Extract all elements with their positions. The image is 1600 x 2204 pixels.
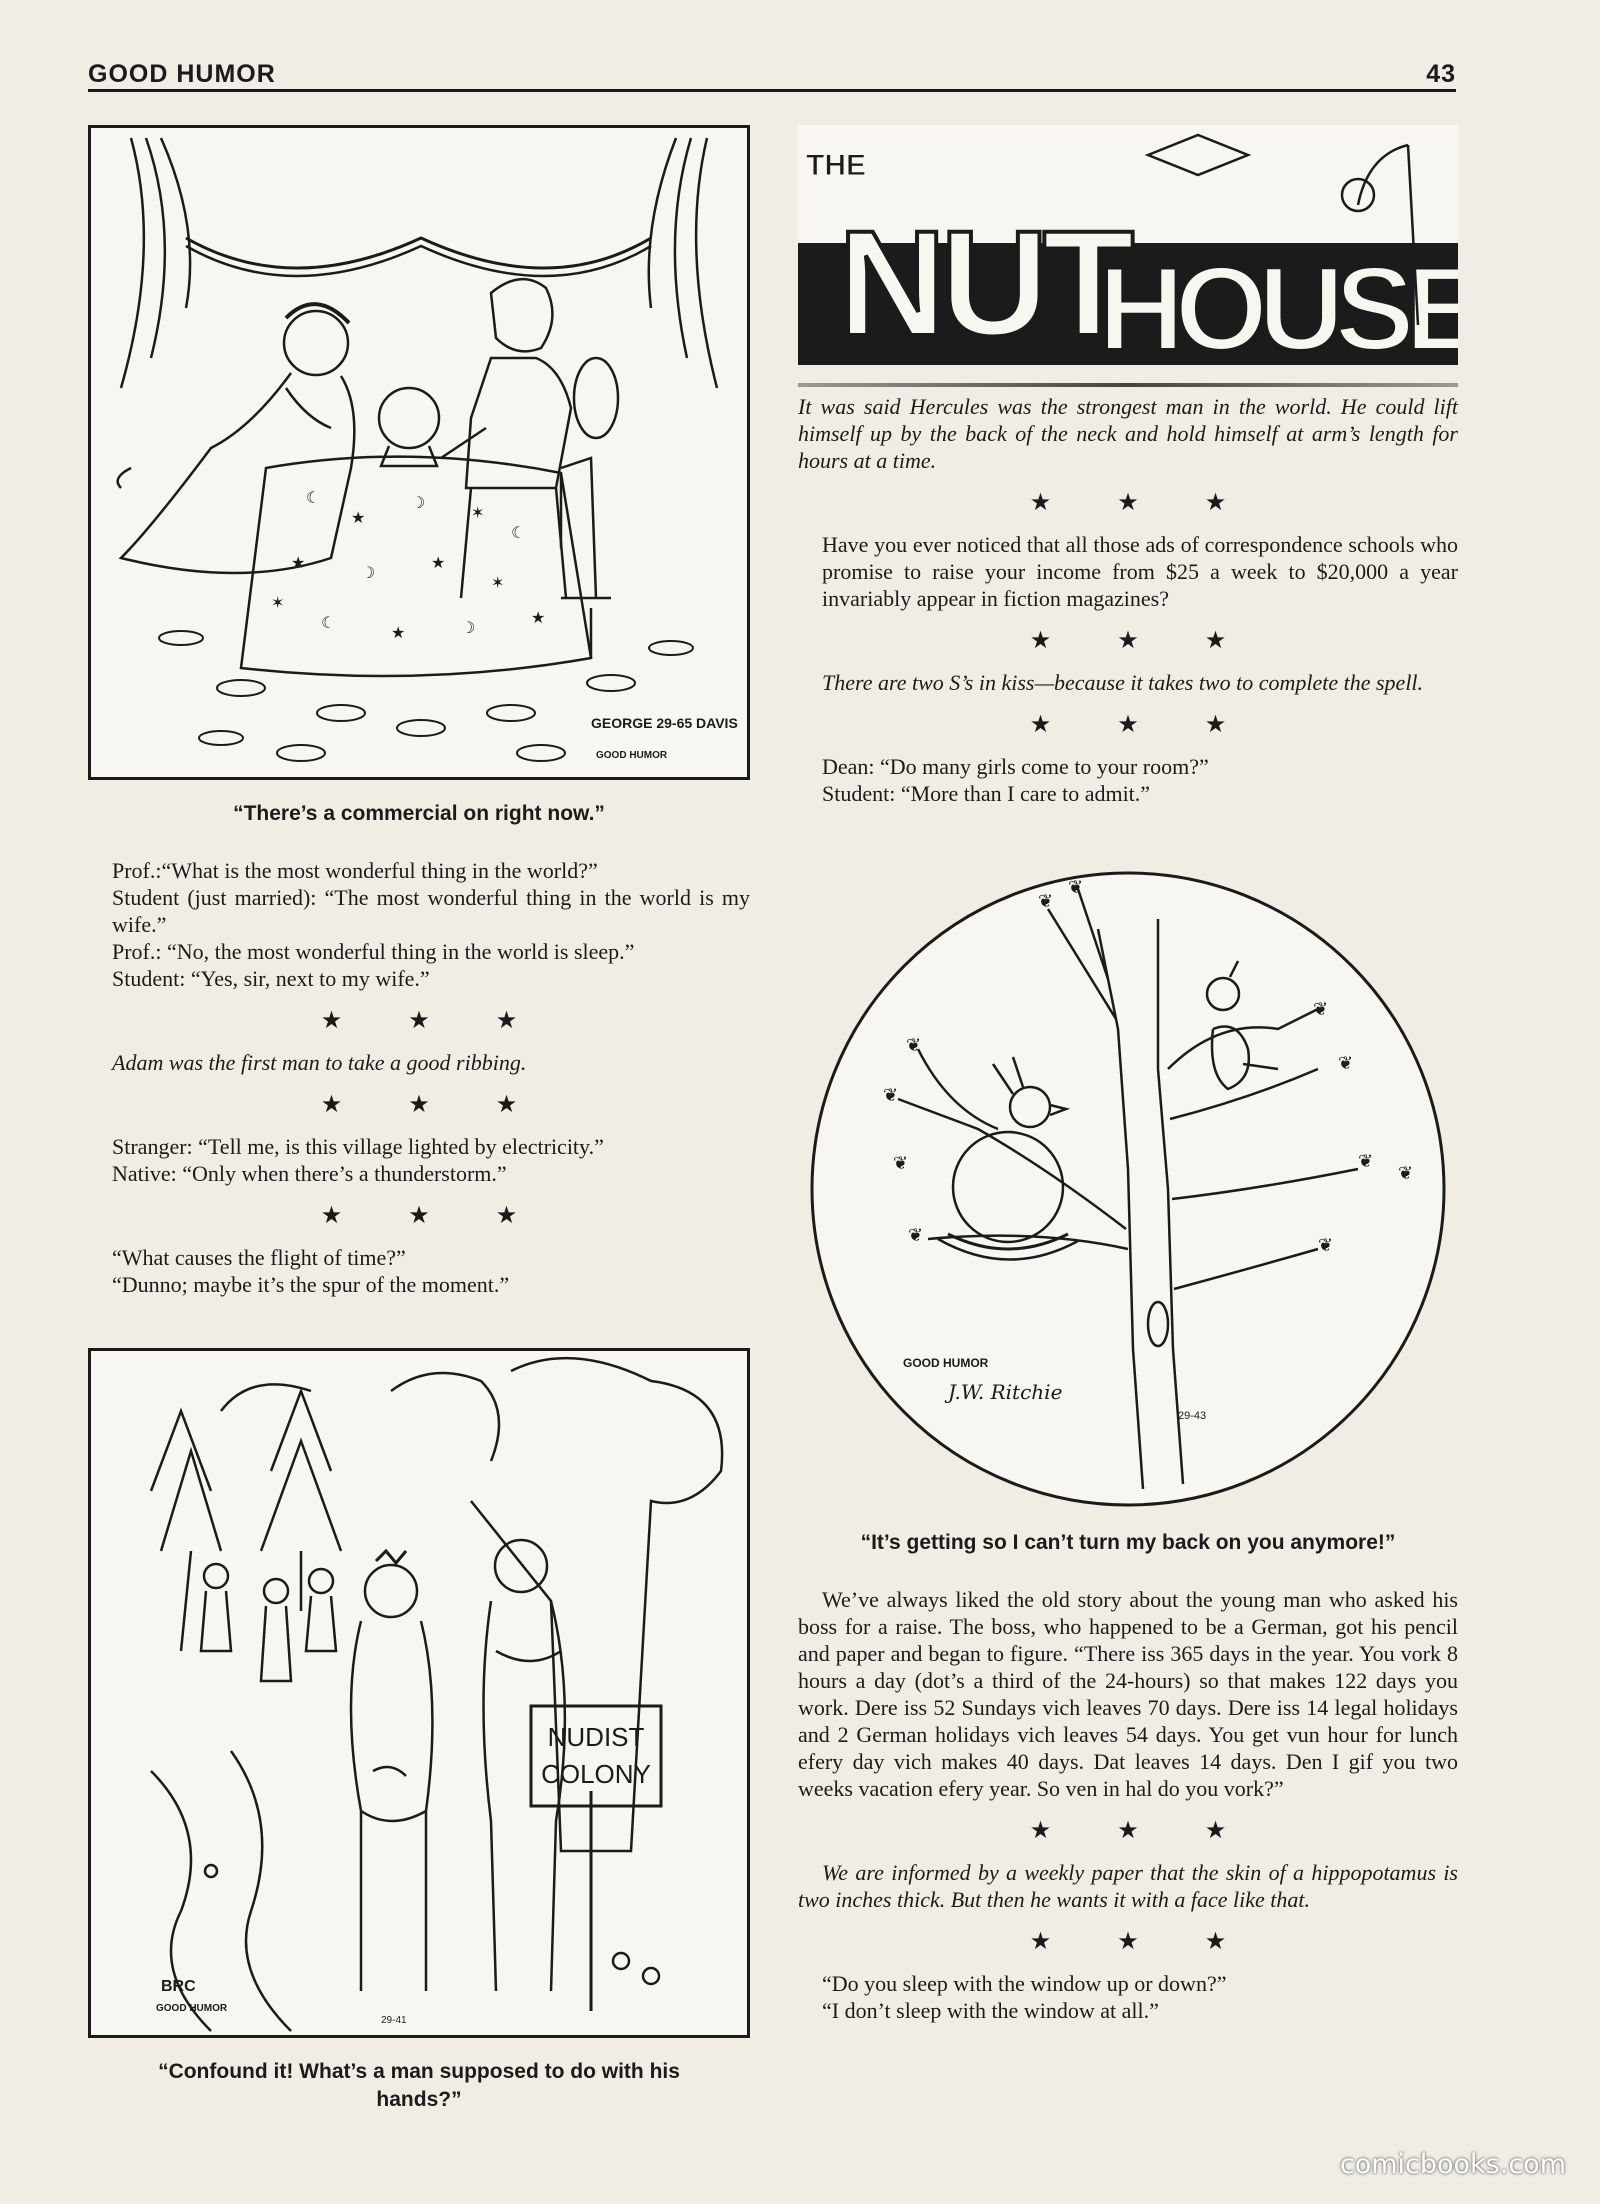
joke-correspondence: Have you ever noticed that all those ads of correspondence schools who promise to raise your income from $25 a week to $20,000 a year invariably appear in fiction magazines? xyxy=(822,532,1458,611)
fortune-signature: GEORGE 29-65 DAVIS xyxy=(591,715,738,731)
joke-hercules: It was said Hercules was the strongest man in the world. He could lift himself up by the back of the neck and hold himself at arm’s length for hours at a time. xyxy=(798,394,1458,473)
joke-line: Native: “Only when there’s a thunderstorm.” xyxy=(112,1161,507,1187)
joke-line: “What causes the flight of time?” xyxy=(112,1245,406,1271)
joke-line: “Do you sleep with the window up or down?” xyxy=(822,1971,1227,1997)
fortune-caption: “There’s a commercial on right now.” xyxy=(233,802,605,825)
birds-number: 29-43 xyxy=(1178,1410,1207,1422)
joke-adam: Adam was the first man to take a good ribbing. xyxy=(112,1050,527,1076)
nuthouse-banner xyxy=(798,125,1458,365)
birds-credit: GOOD HUMOR xyxy=(903,1356,989,1370)
nudist-number: 29-41 xyxy=(381,2015,407,2027)
svg-text:❦: ❦ xyxy=(893,1153,909,1173)
joke-window xyxy=(798,1970,1458,2024)
star-divider: ★ ★ ★ xyxy=(320,1092,548,1119)
banner-rule xyxy=(798,383,1458,387)
cartoon-fortune-teller xyxy=(88,125,750,780)
svg-text:❦: ❦ xyxy=(883,1085,899,1105)
joke-dean xyxy=(798,753,1458,807)
svg-text:★: ★ xyxy=(391,625,406,642)
page-number: 43 xyxy=(1426,60,1456,88)
svg-text:☽: ☽ xyxy=(411,495,426,512)
cartoon-birds xyxy=(798,869,1458,1509)
svg-text:★: ★ xyxy=(351,510,366,527)
star-divider: ★ ★ ★ xyxy=(320,1008,548,1035)
tablecloth-pattern xyxy=(271,490,545,642)
svg-text:❦: ❦ xyxy=(906,1035,922,1055)
nudist-sign-line2: COLONY xyxy=(541,1759,651,1790)
svg-text:❦: ❦ xyxy=(908,1225,924,1245)
svg-text:❦: ❦ xyxy=(1358,1151,1374,1171)
joke-kiss: There are two S’s in kiss—because it takes two to complete the spell. xyxy=(822,670,1424,695)
nuthouse-logo xyxy=(798,125,1458,365)
nudist-credit: GOOD HUMOR xyxy=(156,2003,228,2015)
svg-text:☽: ☽ xyxy=(461,620,476,637)
joke-hippo: We are informed by a weekly paper that the skin of a hippopotamus is two inches thick. But then he wants it with a face like that. xyxy=(798,1860,1458,1913)
nuthouse-the: THE xyxy=(806,149,866,182)
star-divider: ★ ★ ★ xyxy=(320,1203,548,1230)
joke-line: Student (just married): “The most wonderful thing in the world is my wife.” xyxy=(112,885,750,938)
svg-text:✶: ✶ xyxy=(471,505,485,522)
star-divider: ★ ★ ★ xyxy=(1029,1818,1257,1845)
nudist-sign-line1: NUDIST xyxy=(547,1722,645,1753)
magazine-title: GOOD HUMOR xyxy=(88,60,276,88)
svg-text:☽: ☽ xyxy=(361,565,376,582)
birds-drawing xyxy=(798,869,1458,1509)
star-divider: ★ ★ ★ xyxy=(1029,1929,1257,1956)
joke-wonderful xyxy=(88,857,750,992)
nudist-caption: “Confound it! What’s a man supposed to do with his hands?” xyxy=(158,2060,680,2111)
svg-text:❦: ❦ xyxy=(1318,1235,1334,1255)
svg-text:❦: ❦ xyxy=(1068,877,1084,897)
star-divider: ★ ★ ★ xyxy=(1029,628,1257,654)
svg-text:❦: ❦ xyxy=(1398,1163,1414,1183)
joke-line: Student: “Yes, sir, next to my wife.” xyxy=(112,966,430,992)
svg-text:❦: ❦ xyxy=(1313,999,1329,1019)
svg-text:★: ★ xyxy=(431,555,446,572)
joke-line: Dean: “Do many girls come to your room?” xyxy=(822,754,1209,779)
fortune-credit: GOOD HUMOR xyxy=(596,750,668,761)
joke-line: Student: “More than I care to admit.” xyxy=(822,781,1151,806)
joke-raise: We’ve always liked the old story about the young man who asked his boss for a raise. The boss, who happened to be a German, got his pencil and paper and began to figure. “There iss 365 days in the year. You vork 8 hours a day (dot’s a third of the 24-hours) so that makes 122 days you work. Dere iss 52 Sundays vich leaves 70 days. Dere iss 14 legal holidays and 2 German holidays vich leaves 54 days. You get vun hour for lunch efery day vich makes 40 days. Dat leaves 14 days. Den I gif you two weeks vacation efery year. So ven in hal do you vork?” xyxy=(798,1587,1458,1802)
svg-text:☾: ☾ xyxy=(511,525,526,542)
nuthouse-nut: NUT xyxy=(838,199,1129,365)
fortune-teller-drawing xyxy=(91,128,747,777)
svg-text:❦: ❦ xyxy=(1338,1053,1354,1073)
nuthouse-house: HOUSE xyxy=(1098,242,1458,365)
joke-village xyxy=(88,1133,750,1187)
nudist-signature: BRC xyxy=(161,1978,196,1996)
star-divider: ★ ★ ★ xyxy=(1029,490,1257,516)
joke-time xyxy=(88,1244,750,1298)
svg-text:✶: ✶ xyxy=(271,595,285,612)
birds-signature: J.W. Ritchie xyxy=(948,1380,1063,1404)
svg-text:★: ★ xyxy=(531,610,546,627)
star-divider: ★ ★ ★ xyxy=(1029,712,1257,738)
svg-text:★: ★ xyxy=(291,555,306,572)
cartoon-nudist-colony xyxy=(88,1348,750,2038)
birds-caption: “It’s getting so I can’t turn my back on you anymore!” xyxy=(860,1531,1396,1554)
joke-line: Stranger: “Tell me, is this village lighted by electricity.” xyxy=(112,1134,604,1160)
svg-text:☾: ☾ xyxy=(321,615,336,632)
nudist-colony-drawing xyxy=(91,1351,747,2035)
svg-text:❦: ❦ xyxy=(1038,891,1054,911)
left-column xyxy=(88,125,750,2113)
svg-text:☾: ☾ xyxy=(306,490,321,507)
joke-line: “Dunno; maybe it’s the spur of the moment.” xyxy=(112,1272,510,1298)
right-column xyxy=(798,125,1458,2024)
joke-line: “I don’t sleep with the window at all.” xyxy=(822,1998,1159,2024)
joke-line: Prof.:“What is the most wonderful thing in the world?” xyxy=(112,858,598,884)
joke-line: Prof.: “No, the most wonderful thing in the world is sleep.” xyxy=(112,939,635,965)
watermark: comicbooks.com xyxy=(1339,2149,1566,2180)
svg-text:✶: ✶ xyxy=(491,575,505,592)
page-header xyxy=(88,58,1456,92)
